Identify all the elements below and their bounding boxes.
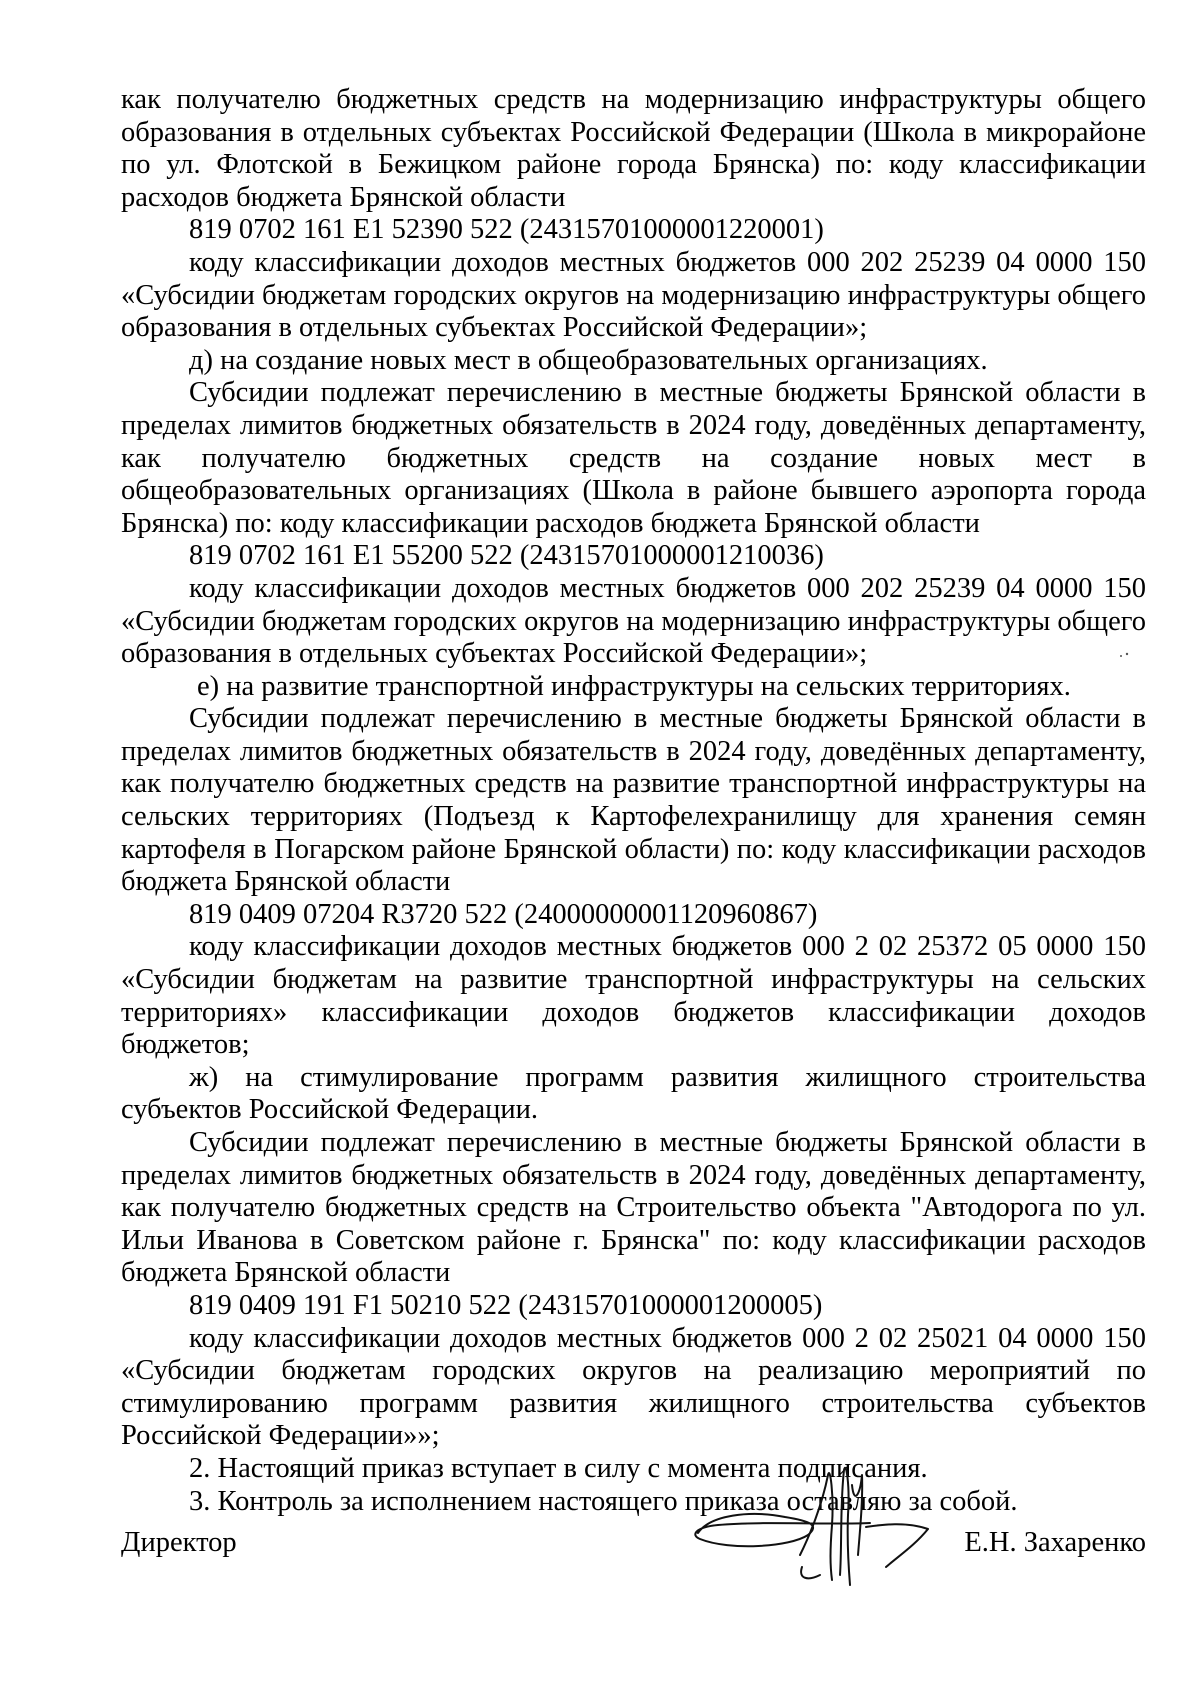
paragraph-subsidies-transport: Субсидии подлежат перечислению в местные бюджеты Брянской области в пределах лимитов бюджетных обязательств в 2024 году, доведённых департаменту, как получателю бюджетных средств на развитие транспортной инфраструктуры на сельских территориях (Подъезд к Картофелехранилищу для хранения семян картофеля в Погарском районе Брянской области) по: коду классификации расходов бюджета Брянской области [121,703,1146,898]
income-code-paragraph-3: коду классификации доходов местных бюджетов 000 2 02 25372 05 0000 150 «Субсидии бюджетам на развитие транспортной инфраструктуры на сельских территориях» классификации доходов бюджетов классификации доходов бюджетов; [121,931,1146,1061]
income-code-paragraph-4: коду классификации доходов местных бюджетов 000 2 02 25021 04 0000 150 «Субсидии бюджетам городских округов на реализацию мероприятий по стимулированию программ развития жилищного строительства субъектов Российской Федерации»»; [121,1322,1146,1452]
item-d-heading: д) на создание новых мест в общеобразовательных организациях. [189,344,988,376]
income-code-paragraph-2: коду классификации доходов местных бюджетов 000 202 25239 04 0000 150 «Субсидии бюджетам городских округов на модернизацию инфраструктуры общего образования в отдельных субъектах Российской Федерации»; [121,572,1146,670]
signatory-title: Директор [121,1527,237,1558]
expense-code-4: 819 0409 191 F1 50210 522 (24315701000001200005) [189,1289,823,1321]
expense-code-3: 819 0409 07204 R3720 522 (24000000001120960867) [189,898,818,930]
clause-3: 3. Контроль за исполнением настоящего приказа оставляю за собой. [189,1485,1018,1517]
paragraph-subsidies-road: Субсидии подлежат перечислению в местные бюджеты Брянской области в пределах лимитов бюджетных обязательств в 2024 году, доведённых департаменту, как получателю бюджетных средств на Строительство объекта "Автодорога по ул. Ильи Иванова в Советском районе г. Брянска" по: коду классификации расходов бюджета Брянской области [121,1127,1146,1289]
item-e-heading: е) на развитие транспортной инфраструктуры на сельских территориях. [197,670,1071,702]
scan-speck [1118,652,1132,658]
expense-code-2: 819 0702 161 Е1 55200 522 (24315701000001210036) [189,540,824,572]
income-code-paragraph-1: коду классификации доходов местных бюджетов 000 202 25239 04 0000 150 «Субсидии бюджетам городских округов на модернизацию инфраструктуры общего образования в отдельных субъектах Российской Федерации»; [121,246,1146,344]
document-body [121,84,1146,1518]
signatory-name: Е.Н. Захаренко [964,1527,1146,1558]
expense-code-1: 819 0702 161 Е1 52390 522 (24315701000001220001) [189,214,824,246]
clause-2: 2. Настоящий приказ вступает в силу с момента подписания. [189,1452,928,1484]
item-zh-heading: ж) на стимулирование программ развития жилищного строительства субъектов Российской Федерации. [121,1061,1146,1126]
handwritten-signature [690,1455,950,1595]
paragraph-subsidies-new-places: Субсидии подлежат перечислению в местные бюджеты Брянской области в пределах лимитов бюджетных обязательств в 2024 году, доведённых департаменту, как получателю бюджетных средств на создание новых мест в общеобразовательных организациях (Школа в районе бывшего аэропорта города Брянска) по: коду классификации расходов бюджета Брянской области [121,377,1146,539]
paragraph-recipient-school-flotskaya: как получателю бюджетных средств на модернизацию инфраструктуры общего образования в отдельных субъектах Российской Федерации (Школа в микрорайоне по ул. Флотской в Бежицком районе города Брянска) по: коду классификации расходов бюджета Брянской области [121,84,1146,213]
